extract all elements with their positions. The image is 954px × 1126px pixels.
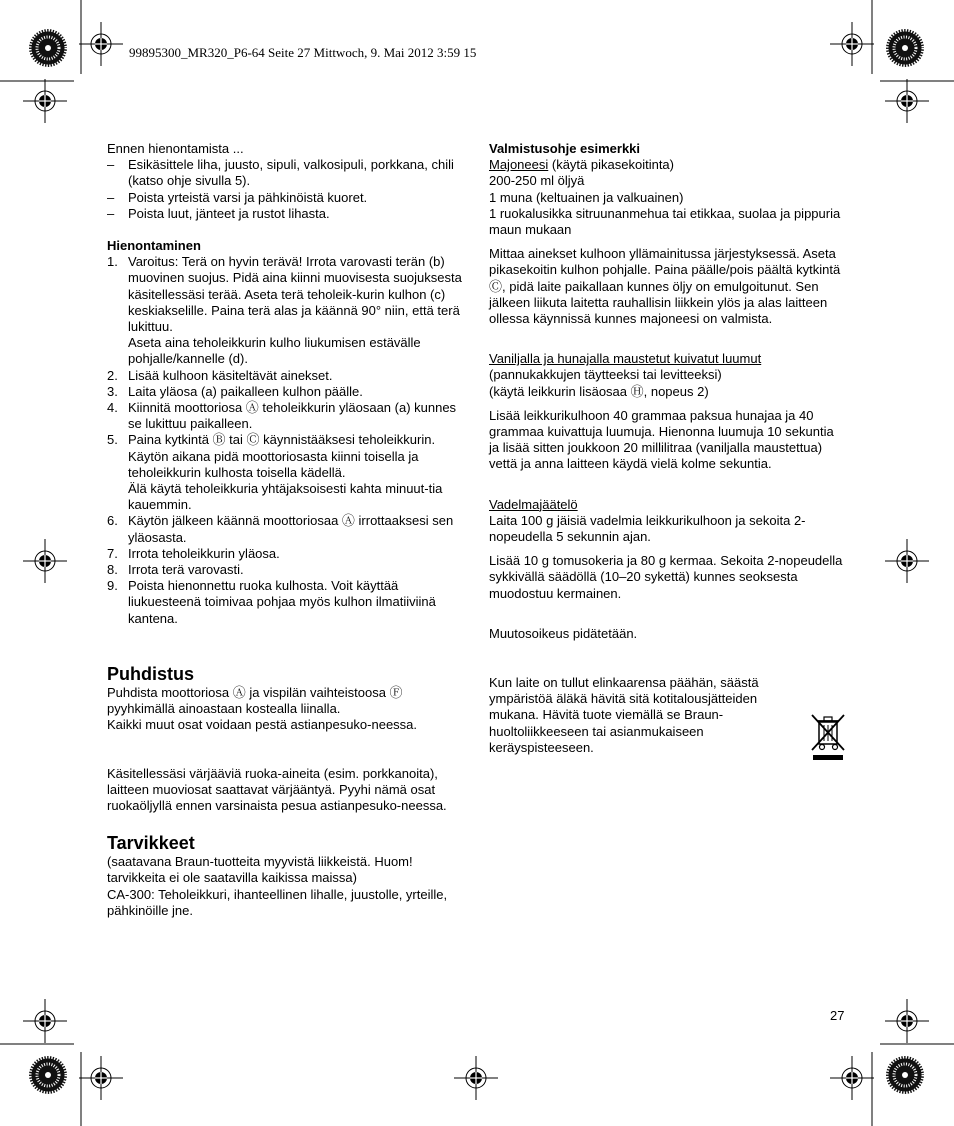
chopping-heading: Hienontaminen: [107, 238, 201, 254]
list-item: – Esikäsittele liha, juusto, sipuli, valkosipuli, porkkana, chili (katso ohje sivulla 5).: [107, 157, 454, 189]
list-item: 4. Kiinnitä moottoriosa Ⓐ teholeikkurin yläosaan (a) kunnes se lukittuu paikalleen.: [107, 400, 457, 432]
prune-note: (käytä leikkurin lisäosaa Ⓗ, nopeus 2): [489, 383, 709, 399]
sorbet-title: Vadelmajäätelö: [489, 496, 578, 512]
list-item: 1. Varoitus: Terä on hyvin terävä! Irrota varovasti terän (b) muovinen suojus. Pidä aina kiinni muovisesta suojuksesta käsitellessäsi terää. Aseta terä teholeik-kurin kulhon (c) keskiakselille. Paina terä alas ja käännä 90° niin, että terä lukittuu. Aseta aina teholeikkurin kulho liukumisen estävälle pohjalle/kannelle (d).: [107, 254, 462, 367]
sorbet-text: Laita 100 g jäisiä vadelmia leikkurikulhoon ja sekoita 2-nopeudella 5 sekunnin ajan.: [489, 512, 806, 545]
list-item: 9. Poista hienonnettu ruoka kulhosta. Voit käyttää liukuesteenä toimivaa pohjaa myös kulhon ilmatiiviinä kantena.: [107, 578, 436, 626]
prep-list: [107, 157, 467, 222]
cleaning-heading: Puhdistus: [107, 663, 195, 684]
list-item: 3. Laita yläosa (a) paikalleen kulhon päälle.: [107, 383, 363, 399]
prune-note: (pannukakkujen täytteeksi tai levitteeksi): [489, 367, 722, 383]
cleaning-text: Kaikki muut osat voidaan pestä astianpesuko-neessa.: [107, 717, 418, 733]
mayo-ingredient: 200-250 ml öljyä: [489, 173, 585, 189]
list-item: 2. Lisää kulhoon käsiteltävät ainekset.: [107, 367, 333, 383]
mayo-ingredient: 1 ruokalusikka sitruunanmehua tai etikkaa, suolaa ja pippuria maun mukaan: [489, 205, 841, 238]
prune-title: Vaniljalla ja hunajalla maustetut kuivatut luumut: [489, 351, 762, 367]
list-item: 7. Irrota teholeikkurin yläosa.: [107, 545, 280, 561]
list-item: 8. Irrota terä varovasti.: [107, 562, 244, 578]
list-item: – Poista yrteistä varsi ja pähkinöistä kuoret.: [107, 189, 368, 205]
cleaning-text: Käsitellessäsi värjääviä ruoka-aineita (esim. porkkanoita), laitteen muoviosat saattavat värjääntyä. Pyyhi nämä osat ruokaöljyllä ennen varsinaista pesua astianpesuko-neessa.: [107, 765, 447, 813]
accessories-text: (saatavana Braun-tuotteita myyvistä liikkeistä. Huom! tarvikkeita ei ole saatavilla kaikissa maissa): [107, 854, 413, 886]
rights-reserved: Muutosoikeus pidätetään.: [489, 625, 638, 641]
list-item: 6. Käytön jälkeen käännä moottoriosaa Ⓐ irrottaaksesi sen yläosasta.: [107, 513, 454, 545]
intro-text: Ennen hienontamista ...: [107, 141, 244, 156]
recipe-heading: Valmistusohje esimerkki: [489, 141, 641, 156]
accessories-heading: Tarvikkeet: [107, 833, 195, 854]
mayo-ingredient: 1 muna (keltuainen ja valkuainen): [489, 189, 684, 205]
disposal-text: Kun laite on tullut elinkaarensa päähän, säästä ympäristöä äläkä hävitä sitä kotitalousjätteiden mukana. Hävitä tuote viemällä se Braun-huoltoliikkeeseen tai asianmukaiseen keräyspisteeseen.: [489, 675, 759, 755]
page-number: 27: [830, 1008, 845, 1023]
chopping-steps: [107, 254, 467, 627]
accessories-text: CA-300: Teholeikkuri, ihanteellinen lihalle, juustolle, yrteille, pähkinöille jne.: [107, 886, 448, 918]
mayo-method: Mittaa ainekset kulhoon yllämainitussa järjestyksessä. Aseta pikasekoitin kulhon pohjalle. Paina päälle/pois päältä kytkintä Ⓒ, pidä laite paikallaan kunnes öljy on emulgoitunut. Sen jälkeen liikuta laitetta rauhallisin liikkein ylös ja alas laitteen ollessa käynnissä kunnes majoneesi on valmista.: [489, 246, 841, 327]
cleaning-text: Puhdista moottoriosa Ⓐ ja vispilän vaihteistoosa Ⓕ pyyhkimällä ainoastaan kostealla liinalla.: [107, 684, 403, 717]
crossed-bin-icon: [808, 712, 848, 762]
print-slug-header: 99895300_MR320_P6-64 Seite 27 Mittwoch, 9. Mai 2012 3:59 15: [129, 45, 477, 60]
mayo-title-line: Majoneesi (käytä pikasekoitinta): [489, 157, 674, 173]
sorbet-text: Lisää 10 g tomusokeria ja 80 g kermaa. Sekoita 2-nopeudella sykkivällä säädöllä (10–20 sykettä) kunnes seoksesta muodostuu kermainen.: [489, 553, 843, 601]
list-item: 5. Paina kytkintä Ⓑ tai Ⓒ käynnistääksesi teholeikkurin. Käytön aikana pidä moottoriosasta kiinni toisella ja teholeikkurin kulhosta toisella kädellä. Älä käytä teholeikkuria yhtäjaksoisesti kahta minuut-tia kauemmin.: [107, 432, 443, 513]
prune-method: Lisää leikkurikulhoon 40 grammaa paksua hunajaa ja 40 grammaa kuivattuja luumuja. Hienonna luumuja 10 sekuntia ja lisää sitten joukkoon 20 millilitraa (vaniljalla maustettua) vettä ja anna laitteen käydä vielä kolme sekuntia.: [489, 407, 834, 472]
right-column: [489, 141, 845, 756]
list-item: – Poista luut, jänteet ja rustot lihasta.: [107, 205, 330, 221]
left-column: [107, 141, 467, 919]
